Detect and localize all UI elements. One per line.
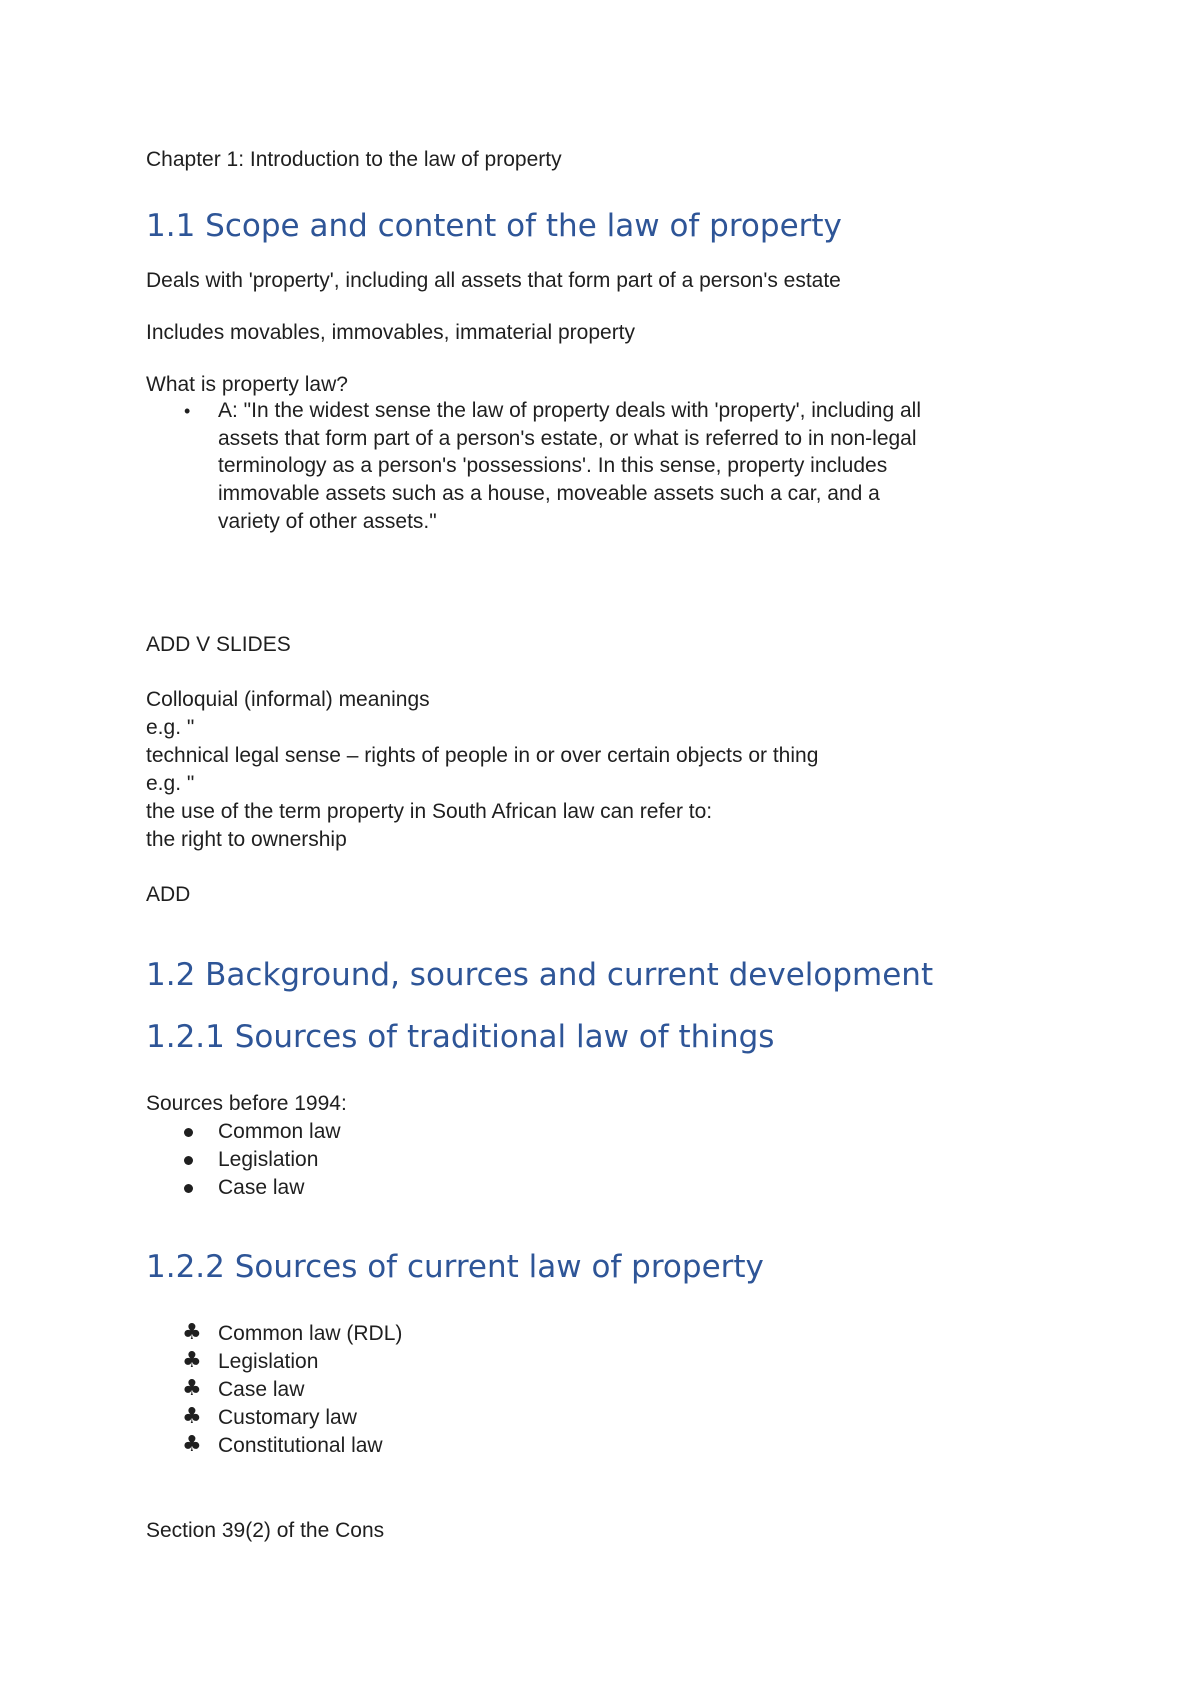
add-v-slides-note: ADD V SLIDES xyxy=(146,633,291,656)
document-page xyxy=(146,0,1076,1696)
right-to-ownership: the right to ownership xyxy=(146,828,347,851)
list-item-label: Legislation xyxy=(218,1350,319,1373)
club-icon: ♣ xyxy=(182,1404,202,1429)
use-of-term: the use of the term property in South African law can refer to: xyxy=(146,800,713,823)
club-icon: ♣ xyxy=(182,1348,202,1373)
list-item-label: Common law xyxy=(218,1120,341,1143)
colloquial-meanings: Colloquial (informal) meanings xyxy=(146,688,430,711)
technical-legal-sense: technical legal sense – rights of people in or over certain objects or thing xyxy=(146,744,819,767)
answer-line: terminology as a person's 'possessions'. In this sense, property includes xyxy=(218,454,888,477)
bullet-dot-icon xyxy=(184,1184,193,1193)
question-property-law: What is property law? xyxy=(146,373,348,396)
heading-1-1: 1.1 Scope and content of the law of property xyxy=(146,208,842,244)
list-item-label: Common law (RDL) xyxy=(218,1322,403,1345)
example-2: e.g. " xyxy=(146,772,195,795)
list-item-label: Case law xyxy=(218,1176,305,1199)
list-item-label: Constitutional law xyxy=(218,1434,383,1457)
answer-line: immovable assets such as a house, moveable assets such a car, and a xyxy=(218,482,880,505)
bullet-icon: • xyxy=(184,401,191,421)
club-icon: ♣ xyxy=(182,1432,202,1457)
add-note: ADD xyxy=(146,883,191,906)
answer-line: A: "In the widest sense the law of property deals with 'property', including all xyxy=(218,399,922,422)
club-icon: ♣ xyxy=(182,1376,202,1401)
bullet-dot-icon xyxy=(184,1128,193,1137)
paragraph-includes: Includes movables, immovables, immaterial property xyxy=(146,321,636,344)
list-item-label: Legislation xyxy=(218,1148,319,1171)
paragraph-deals-with: Deals with 'property', including all assets that form part of a person's estate xyxy=(146,269,841,292)
heading-1-2: 1.2 Background, sources and current development xyxy=(146,957,934,993)
example-1: e.g. " xyxy=(146,716,195,739)
heading-1-2-1: 1.2.1 Sources of traditional law of things xyxy=(146,1019,775,1055)
sources-before-1994: Sources before 1994: xyxy=(146,1092,347,1115)
list-item-label: Case law xyxy=(218,1378,305,1401)
answer-line: variety of other assets." xyxy=(218,510,437,533)
chapter-title: Chapter 1: Introduction to the law of property xyxy=(146,148,562,171)
section-39-note: Section 39(2) of the Cons xyxy=(146,1519,385,1542)
bullet-dot-icon xyxy=(184,1156,193,1165)
answer-line: assets that form part of a person's estate, or what is referred to in non-legal xyxy=(218,427,917,450)
heading-1-2-2: 1.2.2 Sources of current law of property xyxy=(146,1249,764,1285)
list-item-label: Customary law xyxy=(218,1406,357,1429)
club-icon: ♣ xyxy=(182,1320,202,1345)
